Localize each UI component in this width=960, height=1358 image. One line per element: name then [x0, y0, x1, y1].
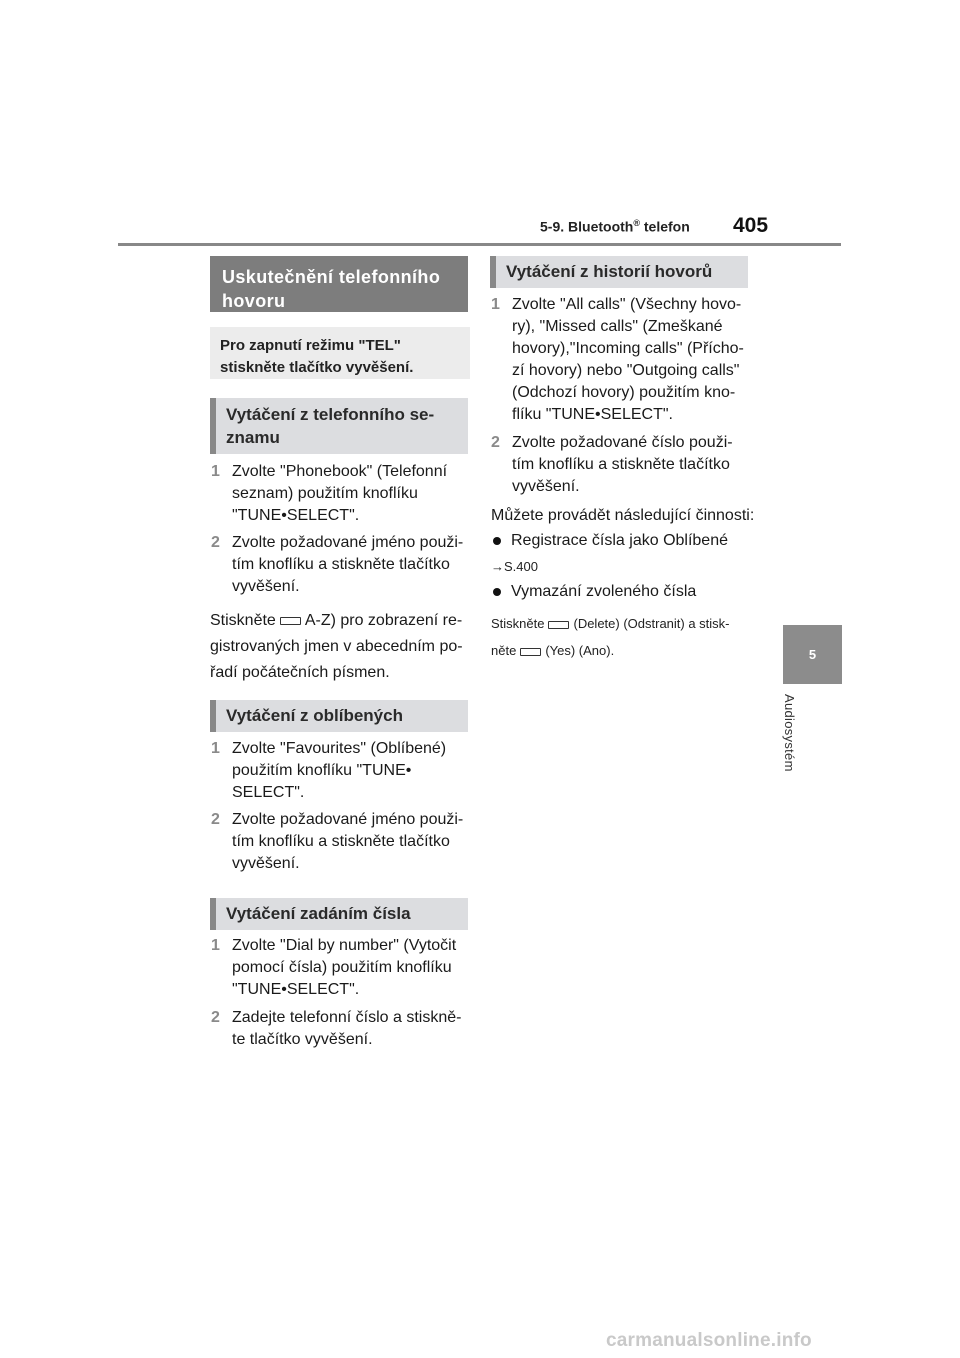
bullet-delete-number: Vymazání zvoleného čísla — [493, 581, 753, 603]
heading-favourites: Vytáčení z oblíbených — [210, 700, 468, 732]
history-step-2: 2 Zvolte požadované číslo použi- tím knoflíku a stiskněte tlačítko vyvěšení. — [491, 434, 733, 495]
confirm-instruction: něte (Yes) (Ano). — [491, 643, 615, 658]
page-reference[interactable]: →S.400 — [491, 559, 538, 574]
bullet-icon — [493, 588, 501, 596]
favourites-step-1: 1 Zvolte "Favourites" (Oblíbené) použitím knoflíku "TUNE• SELECT". — [211, 740, 447, 801]
possible-actions: Můžete provádět následující činnosti: — [491, 507, 755, 524]
heading-call-history: Vytáčení z historií hovorů — [490, 256, 748, 288]
bullet-icon — [493, 537, 501, 545]
bullet-register-favourite: Registrace čísla jako Oblíbené — [493, 530, 753, 552]
phonebook-step-1: 1 Zvolte "Phonebook" (Telefonní seznam) použitím knoflíku "TUNE•SELECT". — [211, 463, 448, 524]
note-tel-mode: Pro zapnutí režimu "TEL" stiskněte tlačítko vyvěšení. — [210, 327, 470, 379]
phonebook-step-2: 2 Zvolte požadované jméno použi- tím knoflíku a stiskněte tlačítko vyvěšení. — [211, 534, 464, 595]
dial-step-1: 1 Zvolte "Dial by number" (Vytočit pomocí čísla) použitím knoflíku "TUNE•SELECT". — [211, 937, 457, 998]
header-divider — [118, 243, 841, 246]
chapter-tab: 5 — [783, 625, 842, 684]
dial-step-2: 2 Zadejte telefonní číslo a stiskně- te tlačítko vyvěšení. — [211, 1009, 462, 1048]
button-icon — [520, 648, 541, 656]
heading-making-call: Uskutečnění telefonního hovoru — [210, 256, 468, 312]
watermark: carmanualsonline.info — [606, 1330, 812, 1351]
button-icon — [548, 621, 569, 629]
page-number: 405 — [733, 214, 769, 237]
delete-instruction: Stiskněte (Delete) (Odstranit) a stisk- — [491, 616, 730, 631]
history-step-1: 1 Zvolte "All calls" (Všechny hovo- ry), "Missed calls" (Zmeškané hovory),"Incoming calls" (Přícho- zí hovory) nebo "Outgoing calls" (Odchozí hovory) použitím kno- flíku "TUNE•SELECT". — [491, 296, 744, 423]
heading-phonebook: Vytáčení z telefonního se- znamu — [210, 398, 468, 454]
section-title: 5-9. Bluetooth® telefon — [540, 218, 690, 235]
button-icon — [280, 617, 301, 625]
heading-dial-number: Vytáčení zadáním čísla — [210, 898, 468, 930]
chapter-label: Audiosystém — [782, 694, 797, 772]
favourites-step-2: 2 Zvolte požadované jméno použi- tím knoflíku a stiskněte tlačítko vyvěšení. — [211, 811, 464, 872]
phonebook-hint: Stiskněte A-Z) pro zobrazení re- gistrovaných jmen v abecedním po- řadí počátečních písmen. — [210, 612, 463, 681]
